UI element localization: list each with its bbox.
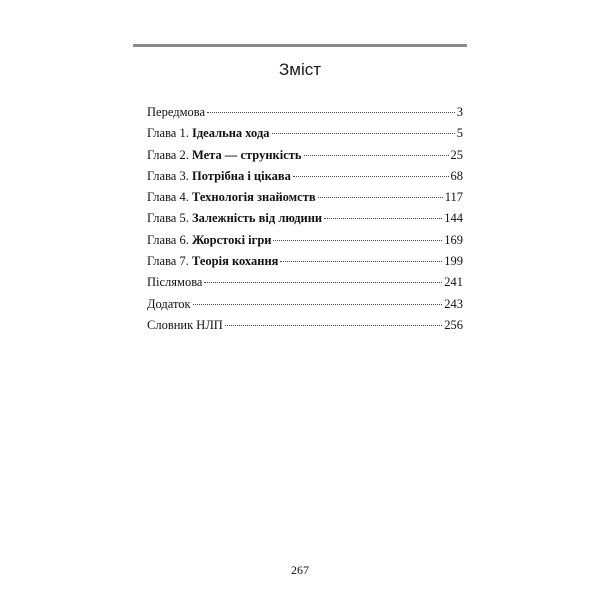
toc-entry[interactable] [147,187,463,208]
toc-dot-leader [225,325,442,326]
toc-entry[interactable] [147,145,463,166]
toc-entry-page: 256 [444,317,463,332]
toc-entry[interactable] [147,251,463,272]
toc-entry[interactable] [147,208,463,229]
toc-entry-page: 3 [456,105,463,119]
toc-entry-page: 5 [456,126,463,141]
toc-entry[interactable] [147,102,463,123]
toc-entry[interactable] [147,272,463,293]
toc-entry-label: Глава 3. Потрібна і цікава [147,168,291,183]
toc-entry-page: 241 [444,275,463,290]
toc-entry-page: 68 [450,168,463,183]
toc-entry[interactable] [147,294,463,315]
toc-entry-label: Глава 7. Теорія кохання [147,254,279,269]
toc-dot-leader [204,282,442,283]
toc-dot-leader [293,176,449,177]
toc-list [147,102,463,336]
top-rule [133,44,467,47]
toc-entry-label: Глава 2. Мета — стрункість [147,147,302,162]
toc-entry[interactable] [147,123,463,144]
toc-dot-leader [273,240,442,241]
toc-dot-leader [324,218,442,219]
toc-entry-label: Передмова [147,105,206,119]
toc-entry-page: 169 [444,232,463,247]
toc-entry-label: Глава 1. Ідеальна хода [147,126,270,141]
toc-entry-label: Додаток [147,296,191,311]
toc-entry-label: Глава 5. Залежність від людини [147,211,323,226]
toc-entry-page: 25 [450,147,463,162]
toc-entry-page: 243 [444,296,463,311]
toc-entry[interactable] [147,230,463,251]
toc-dot-leader [318,197,443,198]
toc-dot-leader [193,304,443,305]
toc-title: Зміст [278,60,322,79]
toc-dot-leader [304,155,449,156]
toc-entry-page: 144 [444,211,463,226]
page-number: 267 [291,563,309,577]
toc-entry[interactable] [147,315,463,336]
toc-entry-page: 199 [444,254,463,269]
toc-entry-page: 117 [444,190,463,205]
toc-entry-label: Післямова [147,275,203,290]
toc-entry-label: Глава 6. Жорстокі ігри [147,232,272,247]
toc-entry-label: Словник НЛП [147,317,223,332]
toc-dot-leader [207,112,455,113]
toc-dot-leader [272,133,455,134]
toc-entry-label: Глава 4. Технологія знайомств [147,190,316,205]
toc-dot-leader [280,261,442,262]
toc-entry[interactable] [147,166,463,187]
